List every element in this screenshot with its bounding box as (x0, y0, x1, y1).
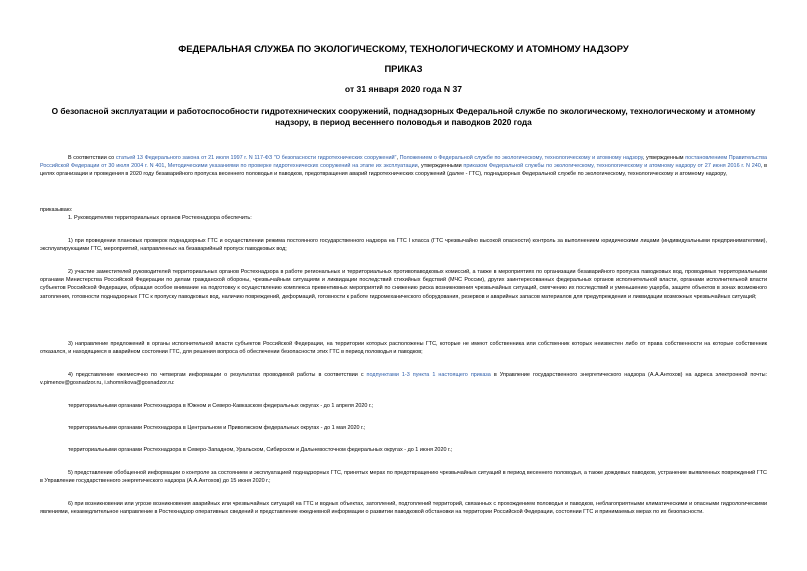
service-regulation-link[interactable]: Положением о Федеральной службе по экологическому, технологическому и атомному надзору (399, 155, 643, 161)
deadline-south: территориальными органами Ростехнадзора в Южном и Северо-Кавказском федеральных округах - до 1 апреля 2020 г.; (68, 403, 374, 409)
issuing-authority: ФЕДЕРАЛЬНАЯ СЛУЖБА ПО ЭКОЛОГИЧЕСКОМУ, ТЕХНОЛОГИЧЕСКОМУ И АТОМНОМУ НАДЗОРУ (178, 43, 629, 54)
subitem-4-text: в Управление государственного энергетического надзора (А.А.Антохов) на адреса электронной почты: v.pimenov@gosnadzor.ru, i.shomnikova@gosnadzor.ru: (40, 372, 768, 387)
deadline-central: территориальными органами Ростехнадзора в Центральном и Приволжском федеральных округах - до 1 мая 2020 г.; (68, 425, 366, 431)
law-article-13-link[interactable]: статьей 13 Федерального закона от 21 июля 1997 г. N 117-ФЗ "О безопасности гидротехнических сооружений" (115, 155, 397, 161)
subitem-1: 1) при проведении плановых проверок поднадзорных ГТС и осуществлении режима постоянного государственного надзора на ГТС I класса (ГТС чрезвычайно высокой опасности) контроль за выполнением юридическими лицами (индивидуальными предпринимателями), эксплуатирующими ГТС, мероприятий, направленных на безаварийный пропуск паводковых вод; (40, 238, 767, 253)
subitem-2: 2) участие заместителей руководителей территориальных органов Ростехнадзора в работе региональных и территориальных противопаводковых комиссий, а также в мероприятиях по организации безаварийного пропуска паводковых вод, проводимых территориальными органами Министерства Российской Федерации по делам гражданской обороны, чрезвычайным ситуациям и ликвидации последствий стихийных бедствий (МЧС России), других заинтересованных федеральных органов исполнительной власти, органами исполнительной власти субъектов Российской Федерации, обращая особое внимание на подготовку к осуществлению комплекса превентивных мероприятий по снижению риска возникновения чрезвычайных ситуаций, смягчению их последствий и уменьшению ущерба, защите объектов в зонах возможного затопления, готовности поднадзорных ГТС к пропуску паводковых вод, наличию повреждений, деформаций, готовности к работе гидромеханического оборудования, резервов и аварийных запасов материалов для предупреждения и ликвидации возможных чрезвычайных ситуаций; (40, 269, 767, 300)
preamble-paragraph (40, 154, 767, 179)
preamble-text: , утвержденным (642, 155, 686, 161)
order-240-link[interactable]: приказом Федеральной службы по экологическому, технологическому и атомному надзору от 27 июня 2016 г. N 240 (463, 163, 761, 170)
document-date-number: от 31 января 2020 года N 37 (344, 84, 463, 94)
methodical-guidelines-link[interactable]: Методическими указаниями по проверке гидротехнических сооружений на этапе их эксплуатации (167, 163, 418, 170)
preamble-text: , в целях организации и проведения в 2020 году безаварийного пропуска весеннего половодья и паводков, предотвращения аварий гидротехнических сооружений (далее - ГТС), поднадзорных Федеральной службе по экологическому, технологическому и атомному надзору, (40, 163, 767, 178)
subitem-6: 6) при возникновении или угрозе возникновения аварийных или чрезвычайных ситуаций на ГТС и водных объектах, затоплений, подтоплений территорий, связанных с прохождением половодья и паводков, неблагоприятными климатическими и опасными гидрологическими явлениями, незамедлительное направление в Ростехнадзор оперативных сведений и представление ежедневной информации о развитии паводковой обстановки на территории Российской Федерации, состоянии ГТС и принимаемых мерах по их безопасности. (40, 501, 767, 516)
government-decree-link[interactable]: постановлением Правительства Российской Федерации от 30 июля 2004 г. N 401 (40, 155, 767, 170)
preamble-text: , (396, 155, 400, 161)
preamble-text: , (164, 163, 168, 170)
document-title: О безопасной эксплуатации и работоспособности гидротехнических сооружений, поднадзорных Федеральной службе по экологическому, технологическому и атомному надзору, в период весеннего половодья и паводков 2020 года (51, 106, 756, 127)
preamble-text: , утвержденными (417, 163, 464, 170)
preamble-text: В соответствии со (68, 155, 116, 161)
subitem-4 (40, 371, 767, 387)
document-kind: ПРИКАЗ (384, 63, 423, 74)
item-1: 1. Руководителям территориальных органов Ростехнадзора обеспечить: (68, 215, 252, 221)
subitem-4-text: 4) представление ежемесячно по четвергам информации о результатах проводимой работы в соответствии с (68, 372, 367, 378)
subitem-5: 5) представление обобщенной информации о контроле за состоянием и эксплуатацией поднадзорных ГТС, принятых мерах по предотвращению чрезвычайных ситуаций в период весеннего половодья, а также дождевых паводков, устранение выявленных повреждений ГТС в Управление государственного энергетического надзора (А.А.Антохов) до 15 июня 2020 г.; (40, 470, 767, 485)
subitems-1-3-link[interactable]: подпунктами 1-3 пункта 1 настоящего приказа (366, 372, 491, 378)
order-word: приказываю: (40, 207, 73, 213)
subitem-3: 3) направление предложений в органы исполнительной власти субъектов Российской Федерации, на территории которых расположены ГТС, которые не имеют собственника или собственник которых неизвестен либо от права собственности на которые собственник отказался, и находящиеся в аварийном состоянии ГТС, для решения вопроса об обеспечении безопасности этих ГТС в период половодья и паводков; (40, 341, 767, 356)
deadline-northwest: территориальными органами Ростехнадзора в Северо-Западном, Уральском, Сибирском и Дальневосточном федеральных округах - до 1 июня 2020 г.; (68, 447, 453, 453)
